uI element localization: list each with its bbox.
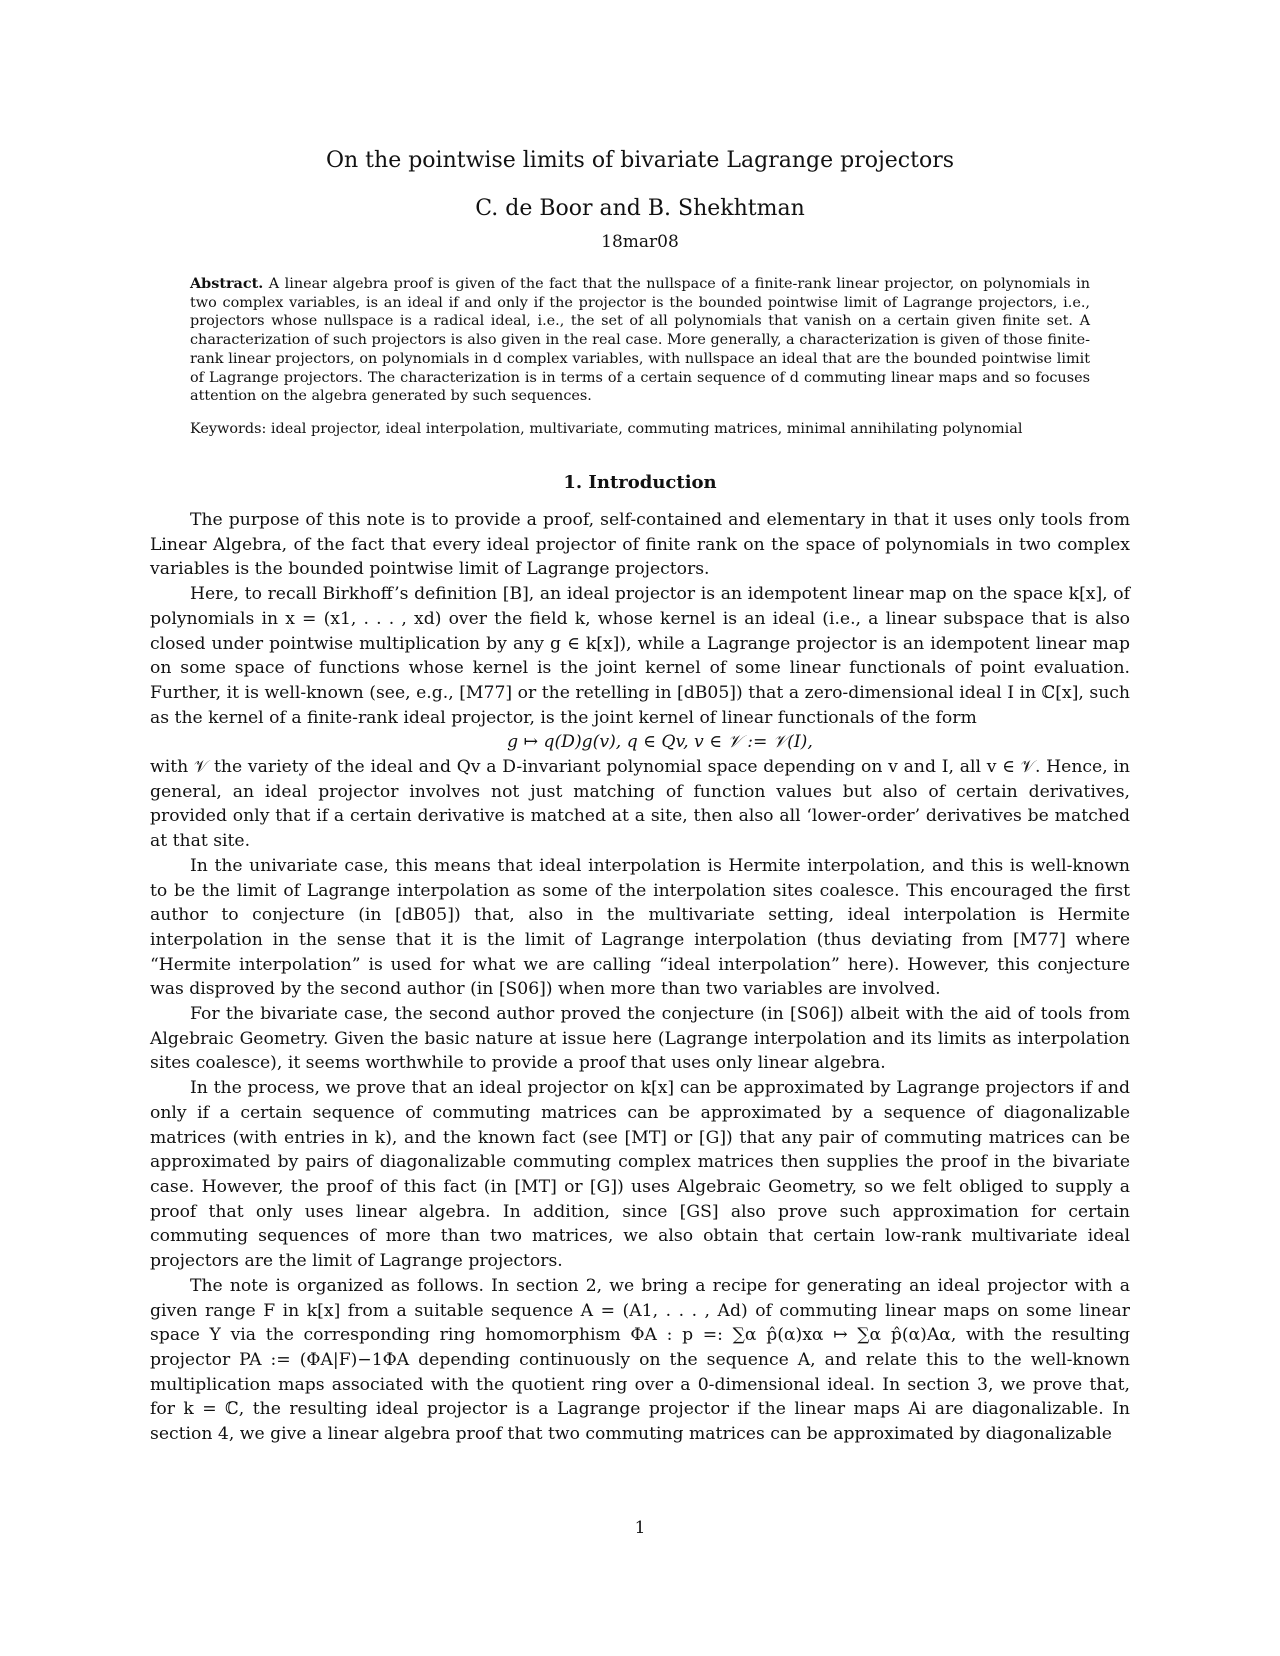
paper-authors: C. de Boor and B. Shekhtman: [475, 196, 805, 221]
abstract: [190, 275, 1090, 406]
abstract-text: A linear algebra proof is given of the fact that the nullspace of a finite-rank linear projector, on polynomials in two complex variables, is an ideal if and only if the projector is the bounded pointwise limit of Lagrange projectors, i.e., projectors whose nullspace is a radical ideal, i.e., the set of all polynomials that vanish on a certain given finite set. A characterization of such projectors is also given in the real case. More generally, a characterization is given of those finite-rank linear projectors, on polynomials in d complex variables, with nullspace an ideal that are the bounded pointwise limit of Lagrange projectors. The characterization is in terms of a certain sequence of d commuting linear maps and so focuses attention on the algebra generated by such sequences.: [190, 276, 1090, 405]
paragraph: The note is organized as follows. In section 2, we bring a recipe for generating an ideal projector with a given range F in k[x] from a suitable sequence A = (A1, . . . , Ad) of commuting linear maps on some linear space Y via the corresponding ring homomorphism ΦA : p =: ∑α p̂(α)xα ↦ ∑α p̂(α)Aα, with the resulting projector PA := (ΦA|F)−1ΦA depending continuously on the sequence A, and relate this to the well-known multiplication maps associated with the quotient ring over a 0-dimensional ideal. In section 3, we prove that, for k = ℂ, the resulting ideal projector is a Lagrange projector if the linear maps Ai are diagonalizable. In section 4, we give a linear algebra proof that two commuting matrices can be approximated by diagonalizable: [150, 1275, 1130, 1445]
paragraph: with 𝒱 the variety of the ideal and Qv a D-invariant polynomial space depending on v and I, all v ∈ 𝒱. Hence, in general, an ideal projector involves not just matching of function values but also of certain derivatives, provided only that if a certain derivative is matched at a site, then also all ‘lower-order’ derivatives be matched at that site.: [150, 757, 1130, 852]
paragraph: For the bivariate case, the second author proved the conjecture (in [S06]) albeit with the aid of tools from Algebraic Geometry. Given the basic nature at issue here (Lagrange interpolation and its limits as interpolation sites coalesce), it seems worthwhile to provide a proof that uses only linear algebra.: [150, 1004, 1130, 1074]
paragraph: Here, to recall Birkhoff’s definition [B], an ideal projector is an idempotent linear map on the space k[x], of polynomials in x = (x1, . . . , xd) over the field k, whose kernel is an ideal (i.e., a linear subspace that is also closed under pointwise multiplication by any g ∈ k[x]), while a Lagrange projector is an idempotent linear map on some space of functions whose kernel is the joint kernel of some linear functionals of point evaluation. Further, it is well-known (see, e.g., [M77] or the retelling in [dB05]) that a zero-dimensional ideal I in ℂ[x], such as the kernel of a finite-rank ideal projector, is the joint kernel of linear functionals of the form: [150, 584, 1130, 728]
paragraph: In the univariate case, this means that ideal interpolation is Hermite interpolation, and this is well-known to be the limit of Lagrange interpolation as some of the interpolation sites coalesce. This encouraged the first author to conjecture (in [dB05]) that, also in the multivariate setting, ideal interpolation is Hermite interpolation in the sense that it is the limit of Lagrange interpolation (thus deviating from [M77] where “Hermite interpolation” is used for what we are calling “ideal interpolation” here). However, this conjecture was disproved by the second author (in [S06]) when more than two variables are involved.: [150, 855, 1130, 1000]
keywords: Keywords: ideal projector, ideal interpolation, multivariate, commuting matrices, minimal annihilating polynomial: [190, 421, 1023, 437]
paragraph: In the process, we prove that an ideal projector on k[x] can be approximated by Lagrange projectors if and only if a certain sequence of commuting matrices can be approximated by a sequence of diagonalizable matrices (with entries in k), and the known fact (see [MT] or [G]) that any pair of commuting matrices can be approximated by pairs of diagonalizable commuting complex matrices then supplies the proof in the bivariate case. However, the proof of this fact (in [MT] or [G]) uses Algebraic Geometry, so we felt obliged to supply a proof that only uses linear algebra. In addition, since [GS] also prove such approximation for certain commuting sequences of more than two matrices, we also obtain that certain low-rank multivariate ideal projectors are the limit of Lagrange projectors.: [150, 1078, 1130, 1272]
paper-date: 18mar08: [601, 232, 679, 252]
display-equation: g ↦ q(D)g(v), q ∈ Qv, v ∈ 𝒱 := 𝒱(I),: [507, 732, 813, 753]
paragraph: The purpose of this note is to provide a proof, self-contained and elementary in that it uses only tools from Linear Algebra, of the fact that every ideal projector of finite rank on the space of polynomials in two complex variables is the bounded pointwise limit of Lagrange projectors.: [150, 510, 1130, 580]
section-title: 1. Introduction: [563, 472, 717, 493]
paper-title: On the pointwise limits of bivariate Lagrange projectors: [325, 148, 955, 173]
abstract-label: Abstract.: [190, 275, 264, 292]
body-text: [150, 508, 1130, 1447]
page-number: 1: [634, 1518, 646, 1538]
